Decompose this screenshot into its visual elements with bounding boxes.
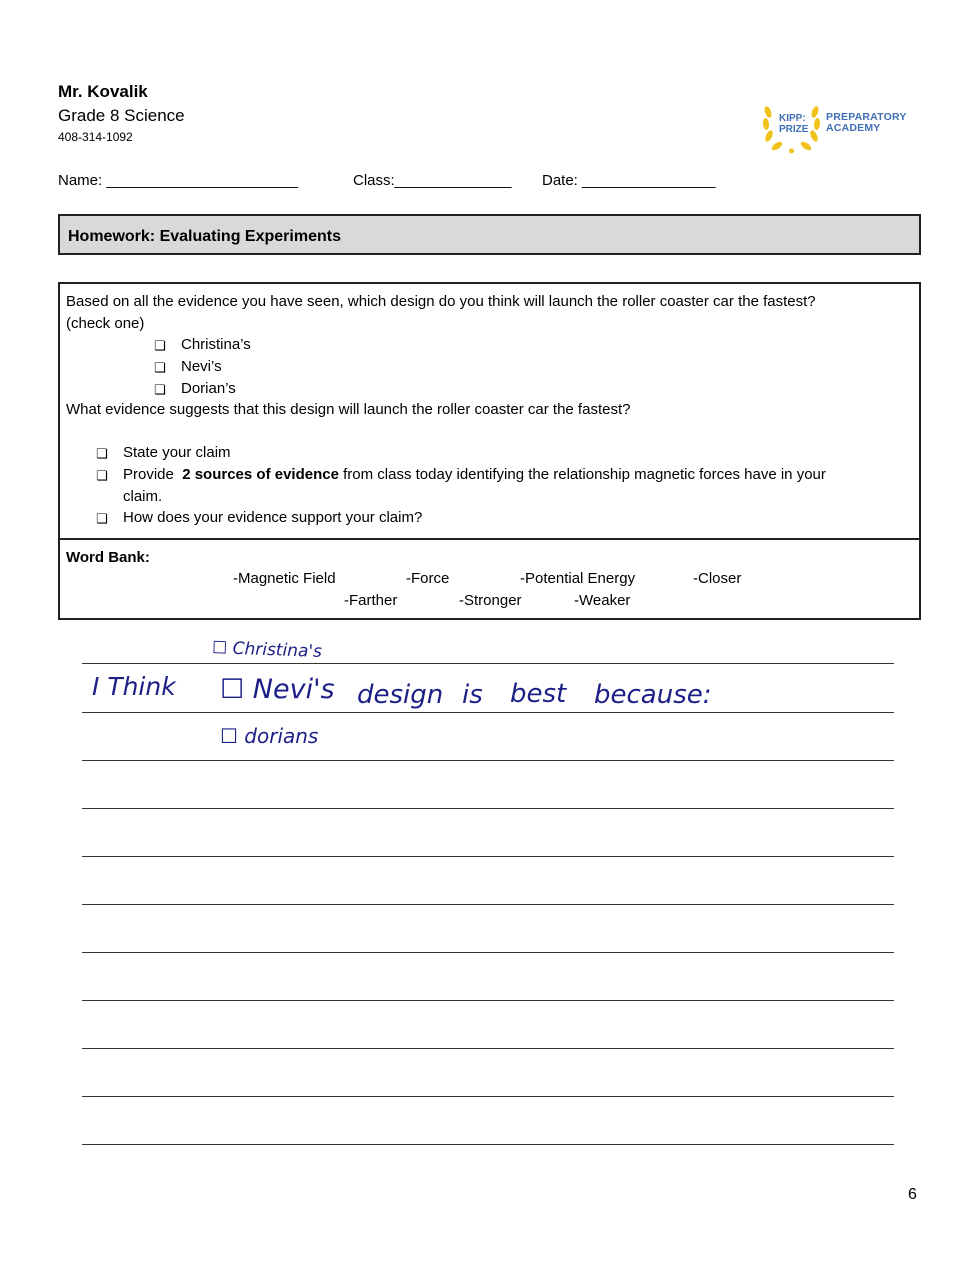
answer-line[interactable] bbox=[82, 904, 894, 905]
answer-line[interactable] bbox=[82, 1096, 894, 1097]
course-name: Grade 8 Science bbox=[58, 106, 185, 125]
answer-line[interactable] bbox=[82, 1048, 894, 1049]
answer-line[interactable] bbox=[82, 1000, 894, 1001]
class-field[interactable]: Class:______________ bbox=[353, 172, 512, 189]
evidence-prompt: What evidence suggests that this design will launch the roller coaster car the fastest? bbox=[66, 401, 631, 418]
logo-text-academy: ACADEMY bbox=[826, 122, 881, 134]
logo-text-preparatory: PREPARATORY bbox=[826, 111, 907, 123]
word-magnetic-field: -Magnetic Field bbox=[233, 570, 336, 587]
checkbox-nevi[interactable]: ❏ bbox=[154, 360, 166, 375]
bullet-support-icon: ❏ bbox=[96, 511, 108, 526]
word-bank-divider bbox=[60, 538, 919, 540]
word-stronger: -Stronger bbox=[459, 592, 522, 609]
option-dorian: Dorian’s bbox=[181, 380, 236, 397]
task-support: How does your evidence support your claim? bbox=[123, 509, 423, 526]
logo-badge-text-1: KIPP: bbox=[779, 113, 806, 124]
word-potential-energy: -Potential Energy bbox=[520, 570, 636, 587]
name-field[interactable]: Name: _______________________ bbox=[58, 172, 299, 189]
question-line-2: (check one) bbox=[66, 315, 145, 332]
homework-title: Homework: Evaluating Experiments bbox=[68, 228, 341, 245]
phone-number: 408-314-1092 bbox=[58, 130, 133, 144]
handwritten-because: because: bbox=[594, 680, 712, 710]
logo-badge-text-2: PRIZE bbox=[779, 124, 809, 135]
bullet-provide-icon: ❏ bbox=[96, 468, 108, 483]
word-force: -Force bbox=[406, 570, 450, 587]
answer-line[interactable] bbox=[82, 760, 894, 761]
answer-line[interactable] bbox=[82, 1144, 894, 1145]
answer-line[interactable] bbox=[82, 856, 894, 857]
handwritten-best: best bbox=[510, 679, 567, 709]
task-claim: State your claim bbox=[123, 444, 231, 461]
teacher-name: Mr. Kovalik bbox=[58, 82, 148, 101]
handwritten-design: design bbox=[357, 680, 444, 710]
answer-line[interactable] bbox=[82, 808, 894, 809]
page-number: 6 bbox=[908, 1186, 917, 1203]
task-provide bbox=[123, 466, 826, 483]
task-sources: 2 sources of evidence bbox=[182, 466, 339, 483]
answer-line[interactable] bbox=[82, 712, 894, 713]
handwritten-nevis: ☐ Nevi's bbox=[220, 674, 335, 705]
checkbox-dorian[interactable]: ❏ bbox=[154, 382, 166, 397]
handwritten-is: is bbox=[462, 680, 483, 710]
task-provide-word: Provide bbox=[123, 466, 174, 483]
word-bank-label: Word Bank: bbox=[66, 549, 150, 566]
word-farther: -Farther bbox=[344, 592, 398, 609]
answer-line[interactable] bbox=[82, 663, 894, 664]
task-claim-word: claim. bbox=[123, 488, 163, 505]
bullet-claim-icon: ❏ bbox=[96, 446, 108, 461]
task-from-class: from class today identifying the relationship magnetic forces have in your bbox=[343, 466, 826, 483]
checkbox-christina[interactable]: ❏ bbox=[154, 338, 166, 353]
handwritten-i-think: I Think bbox=[92, 672, 176, 701]
question-line-1: Based on all the evidence you have seen, which design do you think will launch the roller coaster car the fastest? bbox=[66, 293, 816, 310]
handwritten-christinas: ☐ Christina's bbox=[211, 638, 323, 662]
handwritten-dorians: ☐ dorians bbox=[220, 724, 319, 748]
word-weaker: -Weaker bbox=[574, 592, 631, 609]
homework-title-box bbox=[58, 214, 921, 255]
date-field[interactable]: Date: ________________ bbox=[542, 172, 716, 189]
option-nevi: Nevi’s bbox=[181, 358, 222, 375]
option-christina: Christina’s bbox=[181, 336, 251, 353]
word-closer: -Closer bbox=[693, 570, 742, 587]
answer-line[interactable] bbox=[82, 952, 894, 953]
